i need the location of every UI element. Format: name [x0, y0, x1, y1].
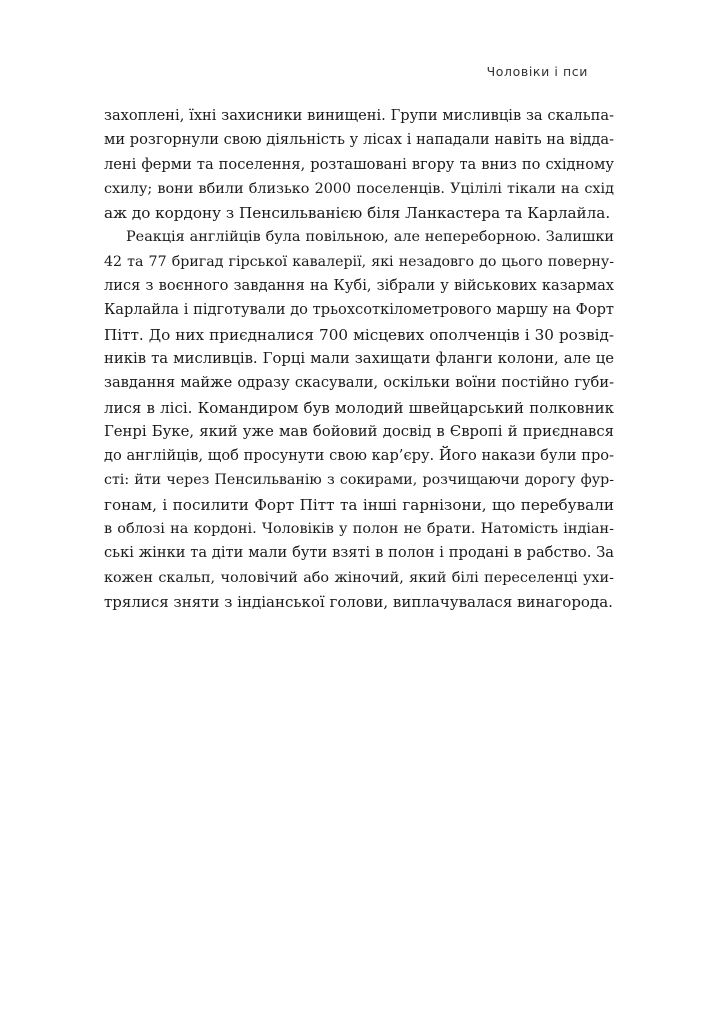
text-line: аж до кордону з Пенсильванією біля Ланкастера та Карлайла. — [104, 204, 611, 223]
text-line: завдання майже одразу скасували, оскільки воїни постійно губи- — [104, 374, 614, 392]
running-head: Чоловіки і пси — [486, 64, 588, 79]
text-line: трялися зняти з індіанської голови, виплачувалася винагорода. — [104, 592, 613, 611]
paragraph-2 — [104, 225, 614, 614]
text-line: Генрі Буке, який уже мав бойовий досвід в Європі й приєднався — [104, 422, 614, 440]
text-line: 42 та 77 бригад гірської кавалерії, які незадовго до цього поверну- — [104, 253, 614, 270]
text-line: Карлайла і підготували до трьохсоткілометрового маршу на Форт — [104, 301, 614, 319]
text-line: в облозі на кордоні. Чоловіків у полон не брати. Натомість індіан- — [104, 521, 614, 538]
text-line: ників та мисливців. Горці мали захищати фланги колони, але це — [104, 349, 614, 367]
text-line: лені ферми та поселення, розташовані вгору та вниз по східному — [104, 155, 614, 173]
text-line: схилу; вони вбили близько 2000 поселенців. Уцілілі тікали на схід — [104, 180, 614, 197]
text-line: Реакція англійців була повільною, але непереборною. Залишки — [126, 229, 614, 246]
text-line: ми розгорнули свою діяльність у лісах і нападали навіть на відда- — [104, 131, 614, 149]
text-line: Пітт. До них приєдналися 700 місцевих ополченців і 30 розвід- — [104, 325, 614, 344]
paragraph-1 — [104, 104, 614, 225]
text-line: лися в лісі. Командиром був молодий швейцарський полковник — [104, 398, 614, 417]
text-line: ські жінки та діти мали бути взяті в полон і продані в рабство. За — [104, 544, 614, 562]
text-line: лися з воєнного завдання на Кубі, зібрали у військових казармах — [104, 277, 614, 295]
text-line: кожен скальп, чоловічий або жіночий, який білі переселенці ухи- — [104, 569, 614, 586]
text-line: до англійців, щоб просунути свою кар’єру. Його накази були про- — [104, 447, 614, 465]
text-line: сті: йти через Пенсильванію з сокирами, розчищаючи дорогу фур- — [104, 472, 614, 489]
text-line: захоплені, їхні захисники винищені. Групи мисливців за скальпа- — [104, 107, 614, 124]
text-line: гонам, і посилити Форт Пітт та інші гарнізони, що перебували — [104, 495, 614, 514]
body-text — [104, 104, 614, 614]
